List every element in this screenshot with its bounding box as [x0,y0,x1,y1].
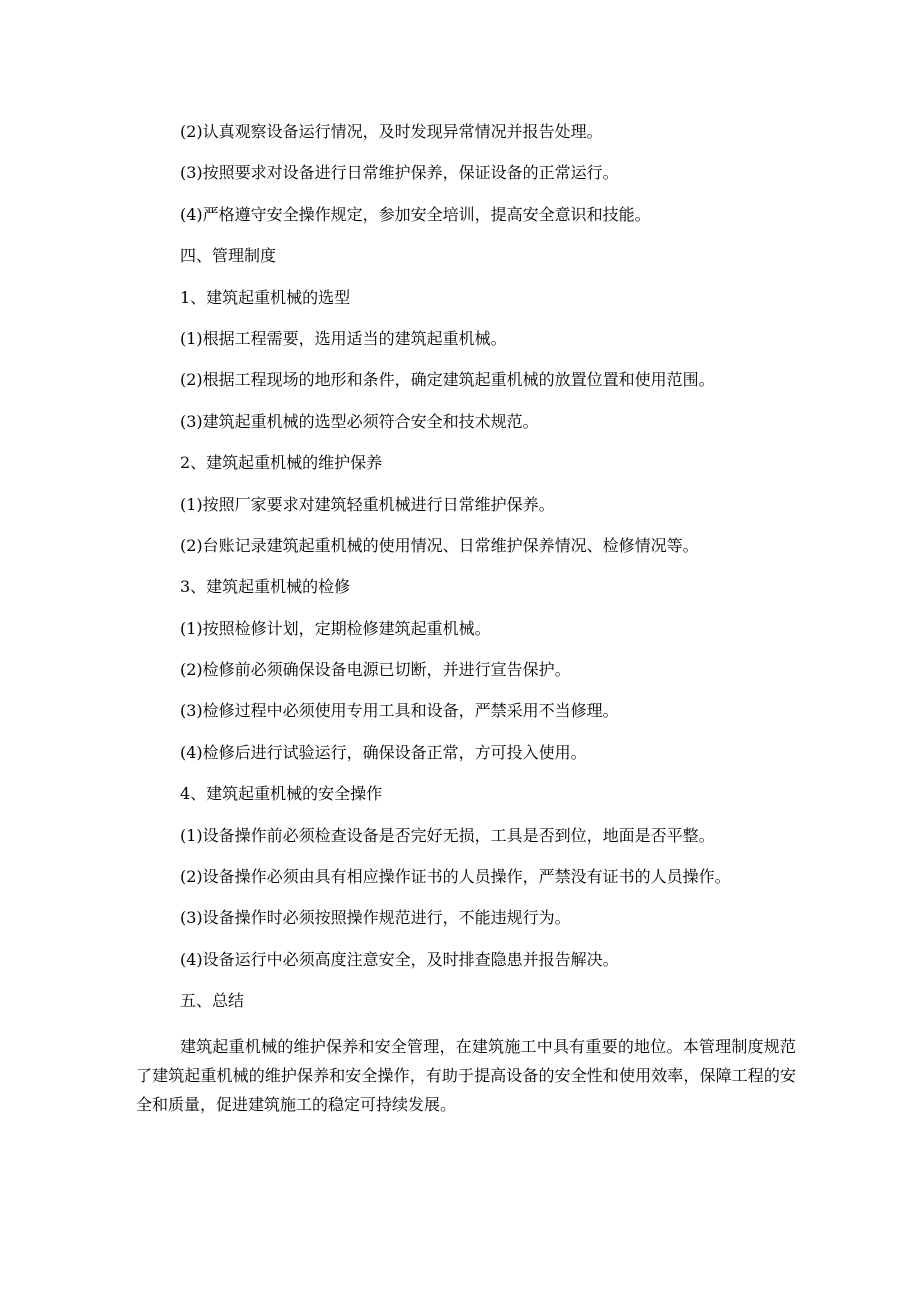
list-item: (3)按照要求对设备进行日常维护保养，保证设备的正常运行。 [180,163,619,183]
list-item: (4)设备运行中必须高度注意安全，及时排查隐患并报告解决。 [180,949,619,969]
list-item: (2)台账记录建筑起重机械的使用情况、日常维护保养情况、检修情况等。 [180,535,699,555]
section-heading: 四、管理制度 [180,246,277,266]
summary-paragraph: 建筑起重机械的维护保养和安全管理，在建筑施工中具有重要的地位。本管理制度规范了建筑起重机械的维护保养和安全操作，有助于提高设备的安全性和使用效率，保障工程的安全和质量，促进建筑施工的稳定可持续发展。 [136,1036,796,1114]
list-item: (1)按照厂家要求对建筑轻重机械进行日常维护保养。 [180,494,555,514]
list-item: (1)根据工程需要，选用适当的建筑起重机械。 [180,328,507,348]
section-heading: 五、总结 [180,991,245,1011]
list-item: (2)检修前必须确保设备电源已切断，并进行宣告保护。 [180,660,571,680]
list-item: (1)按照检修计划，定期检修建筑起重机械。 [180,618,491,638]
subsection-heading: 2、建筑起重机械的维护保养 [180,453,383,473]
list-item: (2)根据工程现场的地形和条件，确定建筑起重机械的放置位置和使用范围。 [180,370,715,390]
document-body [136,121,796,1119]
list-item: (2)设备操作必须由具有相应操作证书的人员操作，严禁没有证书的人员操作。 [180,867,731,887]
list-item: (4)严格遵守安全操作规定，参加安全培训，提高安全意识和技能。 [180,204,651,224]
list-item: (4)检修后进行试验运行，确保设备正常，方可投入使用。 [180,742,587,762]
subsection-heading: 4、建筑起重机械的安全操作 [180,784,383,804]
list-item: (1)设备操作前必须检查设备是否完好无损，工具是否到位，地面是否平整。 [180,825,715,845]
subsection-heading: 3、建筑起重机械的检修 [180,577,351,597]
list-item: (3)建筑起重机械的选型必须符合安全和技术规范。 [180,411,539,431]
subsection-heading: 1、建筑起重机械的选型 [180,287,351,307]
list-item: (3)检修过程中必须使用专用工具和设备，严禁采用不当修理。 [180,701,619,721]
list-item: (3)设备操作时必须按照操作规范进行，不能违规行为。 [180,908,571,928]
list-item: (2)认真观察设备运行情况，及时发现异常情况并报告处理。 [180,122,603,141]
